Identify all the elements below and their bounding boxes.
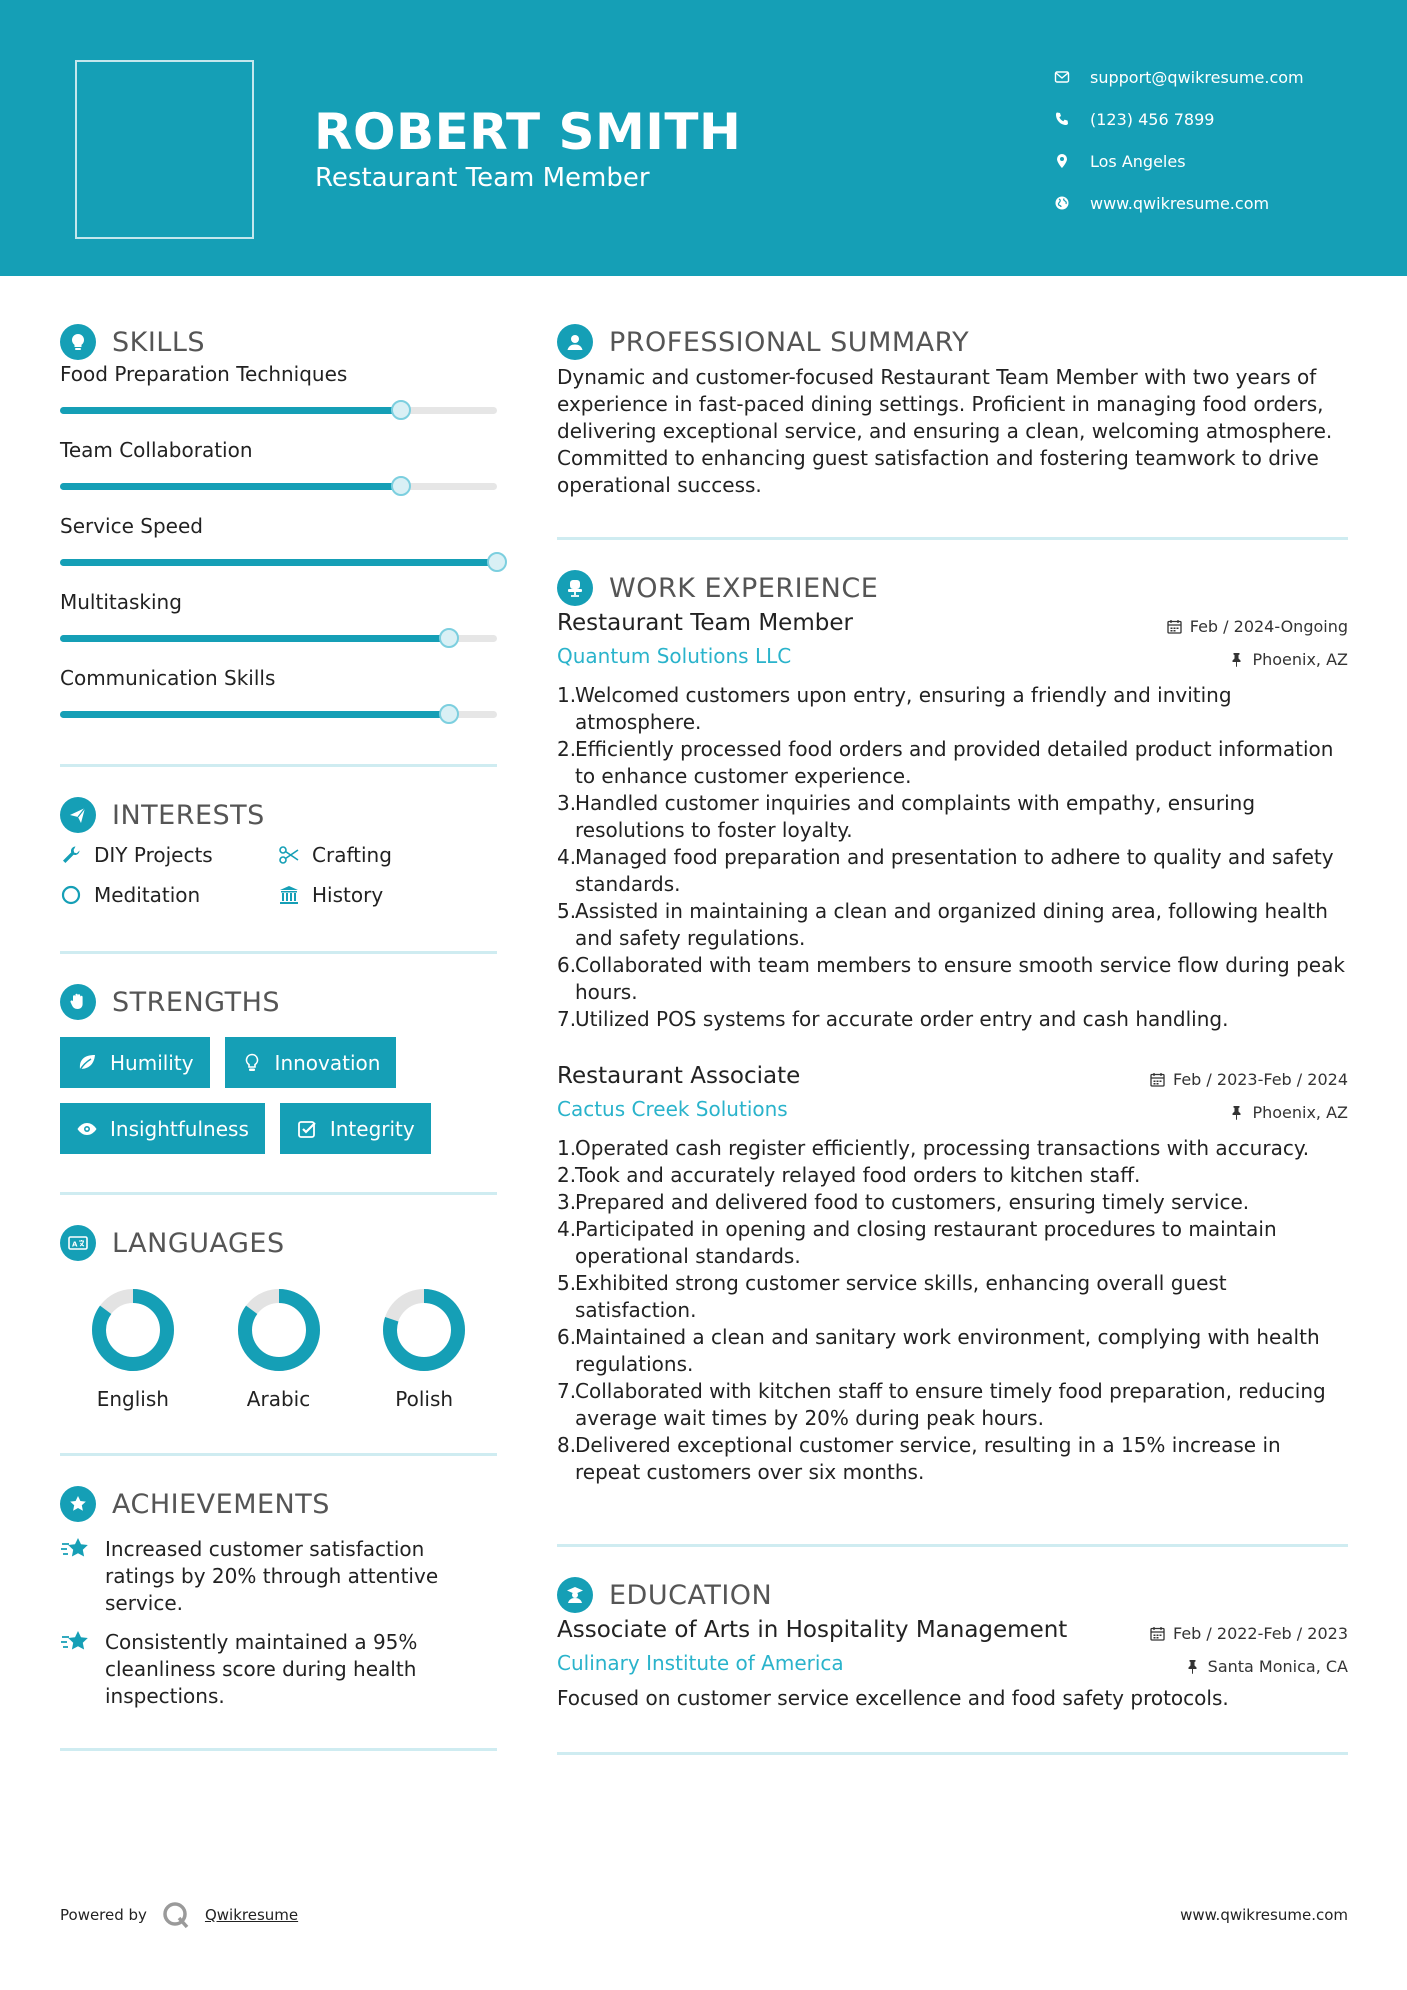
skill-bar-knob bbox=[391, 400, 411, 420]
svg-text:A: A bbox=[72, 1240, 78, 1249]
skill-bar-fill bbox=[60, 407, 401, 414]
right-column bbox=[557, 322, 1348, 1755]
achievements-heading bbox=[60, 1484, 497, 1524]
summary-heading bbox=[557, 322, 1348, 362]
strength-badge bbox=[60, 1103, 265, 1154]
calendar-icon bbox=[1150, 1626, 1165, 1641]
summary-section bbox=[557, 322, 1348, 540]
strengths-heading bbox=[60, 982, 497, 1022]
skills-title: SKILLS bbox=[112, 326, 206, 358]
education-date bbox=[1150, 1624, 1348, 1643]
skill-bar-fill bbox=[60, 559, 497, 566]
language-item bbox=[60, 1287, 206, 1411]
experience-section bbox=[557, 568, 1348, 1547]
language-donut bbox=[236, 1287, 322, 1373]
star-achievement-icon bbox=[60, 1534, 90, 1564]
education-description: Focused on customer service excellence and food safety protocols. bbox=[557, 1686, 1229, 1710]
calendar-icon bbox=[1150, 1072, 1165, 1087]
job-date-text: Feb / 2023-Feb / 2024 bbox=[1173, 1070, 1348, 1089]
skill-bar-knob bbox=[487, 552, 507, 572]
experience-title: WORK EXPERIENCE bbox=[609, 572, 879, 604]
job-date bbox=[1167, 617, 1348, 636]
pushpin-icon bbox=[1185, 1659, 1200, 1674]
experience-heading bbox=[557, 568, 1348, 608]
job-company: Quantum Solutions LLC bbox=[557, 644, 792, 668]
achievement-item bbox=[60, 1536, 497, 1617]
job-location bbox=[1229, 650, 1348, 669]
achievement-item bbox=[60, 1629, 497, 1710]
job-bullet: 5. Exhibited strong customer service skills, enhancing overall guest satisfaction. bbox=[557, 1270, 1348, 1324]
qwikresume-logo-icon bbox=[161, 1900, 191, 1930]
interest-item bbox=[60, 843, 278, 867]
skill-bar bbox=[60, 711, 497, 718]
language-item bbox=[206, 1287, 352, 1411]
strengths-title: STRENGTHS bbox=[112, 986, 281, 1018]
job-bullet-text: Assisted in maintaining a clean and organized dining area, following health and safety regulations. bbox=[575, 899, 1328, 950]
job-entry bbox=[557, 610, 1348, 1033]
job-bullet-text: Welcomed customers upon entry, ensuring a friendly and inviting atmosphere. bbox=[575, 683, 1232, 734]
strengths-list bbox=[60, 1037, 497, 1154]
powered-by-label: Powered by bbox=[60, 1906, 147, 1924]
job-bullet-text: Delivered exceptional customer service, resulting in a 15% increase in repeat customers over six months. bbox=[575, 1433, 1281, 1484]
job-bullet: 2. Took and accurately relayed food orders to kitchen staff. bbox=[557, 1163, 1141, 1187]
job-bullet-text: Prepared and delivered food to customers, ensuring timely service. bbox=[575, 1190, 1250, 1214]
skill-item bbox=[60, 660, 497, 736]
job-bullet-text: Collaborated with kitchen staff to ensure timely food preparation, reducing average wait times by 20% during peak hours. bbox=[575, 1379, 1326, 1430]
job-location-text: Phoenix, AZ bbox=[1252, 1103, 1348, 1122]
interests-section bbox=[60, 795, 497, 954]
education-entry bbox=[557, 1617, 1348, 1712]
job-bullet-text: Maintained a clean and sanitary work environment, complying with health regulations. bbox=[575, 1325, 1320, 1376]
strengths-section bbox=[60, 982, 497, 1195]
achievement-text: Increased customer satisfaction ratings by 20% through attentive service. bbox=[105, 1537, 439, 1615]
job-date bbox=[1150, 1070, 1348, 1089]
job-bullet-text: Utilized POS systems for accurate order entry and cash handling. bbox=[575, 1007, 1229, 1031]
footer-url[interactable]: www.qwikresume.com bbox=[1180, 1906, 1348, 1924]
hand-section-icon bbox=[60, 984, 96, 1020]
resume-header bbox=[0, 0, 1407, 276]
contact-phone[interactable] bbox=[1054, 98, 1304, 140]
interest-item bbox=[278, 883, 496, 907]
star-achievement-icon bbox=[60, 1627, 90, 1657]
job-bullet-text: Managed food preparation and presentation to adhere to quality and safety standards. bbox=[575, 845, 1334, 896]
job-location-text: Phoenix, AZ bbox=[1252, 650, 1348, 669]
job-bullet: 8. Delivered exceptional customer service, resulting in a 15% increase in repeat customers over six months. bbox=[557, 1432, 1348, 1486]
envelope-icon bbox=[1054, 69, 1070, 85]
leaf-icon bbox=[76, 1052, 98, 1074]
lightbulb-icon bbox=[241, 1052, 263, 1074]
interests-title: INTERESTS bbox=[112, 799, 265, 831]
skill-bar bbox=[60, 407, 497, 414]
job-title: Restaurant Associate bbox=[557, 1063, 801, 1089]
job-title: Restaurant Team Member bbox=[557, 610, 853, 636]
skills-list bbox=[60, 356, 497, 736]
job-bullet-text: Collaborated with team members to ensure smooth service flow during peak hours. bbox=[575, 953, 1345, 1004]
interest-label: History bbox=[312, 883, 384, 907]
wrench-icon bbox=[60, 844, 82, 866]
calendar-icon bbox=[1167, 619, 1182, 634]
profile-photo-placeholder bbox=[75, 60, 254, 239]
job-bullet: 1. Operated cash register efficiently, processing transactions with accuracy. bbox=[557, 1136, 1310, 1160]
pushpin-icon bbox=[1229, 1105, 1244, 1120]
job-company: Cactus Creek Solutions bbox=[557, 1097, 788, 1121]
education-school: Culinary Institute of America bbox=[557, 1651, 844, 1675]
achievements-section bbox=[60, 1484, 497, 1751]
section-divider bbox=[557, 537, 1348, 540]
language-label: English bbox=[96, 1387, 169, 1411]
interest-item bbox=[278, 843, 496, 867]
skill-bar-knob bbox=[391, 476, 411, 496]
strength-label: Humility bbox=[110, 1050, 194, 1075]
interest-label: Crafting bbox=[312, 843, 392, 867]
job-bullet-text: Participated in opening and closing restaurant procedures to maintain operational standards. bbox=[575, 1217, 1277, 1268]
skill-bar-knob bbox=[439, 628, 459, 648]
contact-list bbox=[1054, 56, 1304, 224]
contact-email[interactable] bbox=[1054, 56, 1304, 98]
contact-website[interactable] bbox=[1054, 182, 1304, 224]
interest-label: DIY Projects bbox=[94, 843, 213, 867]
skill-label: Communication Skills bbox=[60, 666, 276, 690]
skills-section bbox=[60, 322, 497, 767]
left-column bbox=[60, 322, 497, 1751]
paper-plane-section-icon bbox=[60, 797, 96, 833]
candidate-title: Restaurant Team Member bbox=[315, 163, 650, 193]
language-donut bbox=[90, 1287, 176, 1373]
scissors-icon bbox=[278, 844, 300, 866]
contact-email-text: support@qwikresume.com bbox=[1090, 67, 1304, 87]
achievement-text: Consistently maintained a 95% cleanliness score during health inspections. bbox=[105, 1630, 418, 1708]
strength-label: Insightfulness bbox=[110, 1116, 249, 1141]
skill-bar bbox=[60, 635, 497, 642]
skill-item bbox=[60, 508, 497, 584]
languages-list bbox=[60, 1287, 497, 1411]
interests-list bbox=[60, 843, 497, 907]
pushpin-icon bbox=[1229, 652, 1244, 667]
job-bullet-text: Took and accurately relayed food orders to kitchen staff. bbox=[575, 1163, 1141, 1187]
contact-location-text: Los Angeles bbox=[1090, 151, 1186, 171]
achievements-title: ACHIEVEMENTS bbox=[112, 1488, 330, 1520]
education-location bbox=[1185, 1657, 1348, 1676]
contact-website-text: www.qwikresume.com bbox=[1090, 193, 1270, 213]
skill-bar-fill bbox=[60, 711, 449, 718]
skill-item bbox=[60, 356, 497, 432]
skill-item bbox=[60, 432, 497, 508]
strength-badge bbox=[280, 1103, 431, 1154]
footer-powered-by bbox=[60, 1900, 298, 1930]
languages-section bbox=[60, 1223, 497, 1456]
section-divider bbox=[60, 764, 497, 767]
job-bullet: 1. Welcomed customers upon entry, ensuring a friendly and inviting atmosphere. bbox=[557, 682, 1348, 736]
education-title: EDUCATION bbox=[609, 1579, 773, 1611]
section-divider bbox=[60, 951, 497, 954]
job-bullet-text: Efficiently processed food orders and provided detailed product information to enhance customer experience. bbox=[575, 737, 1334, 788]
languages-heading bbox=[60, 1223, 497, 1263]
job-bullet: 4. Managed food preparation and presentation to adhere to quality and safety standards. bbox=[557, 844, 1348, 898]
section-divider bbox=[60, 1453, 497, 1456]
language-label: Arabic bbox=[246, 1387, 311, 1411]
education-degree: Associate of Arts in Hospitality Management bbox=[557, 1617, 1068, 1643]
achievements-list bbox=[60, 1536, 497, 1710]
eye-icon bbox=[76, 1118, 98, 1140]
skill-bar bbox=[60, 483, 497, 490]
star-badge-section-icon bbox=[60, 1486, 96, 1522]
education-heading bbox=[557, 1575, 1348, 1615]
job-bullet: 7. Utilized POS systems for accurate order entry and cash handling. bbox=[557, 1007, 1229, 1031]
contact-location bbox=[1054, 140, 1304, 182]
job-bullet: 6. Collaborated with team members to ensure smooth service flow during peak hours. bbox=[557, 952, 1348, 1006]
section-divider bbox=[557, 1752, 1348, 1755]
job-bullet: 3. Handled customer inquiries and complaints with empathy, ensuring resolutions to foster loyalty. bbox=[557, 790, 1348, 844]
skill-label: Multitasking bbox=[60, 590, 182, 614]
lightbulb-section-icon bbox=[60, 324, 96, 360]
globe-icon bbox=[1054, 195, 1070, 211]
skill-bar bbox=[60, 559, 497, 566]
skill-item bbox=[60, 584, 497, 660]
skill-label: Food Preparation Techniques bbox=[60, 362, 348, 386]
job-bullets bbox=[557, 1135, 1348, 1486]
education-section bbox=[557, 1575, 1348, 1755]
summary-text: Dynamic and customer-focused Restaurant Team Member with two years of experience in fast-paced dining settings. Proficient in managing food orders, delivering exceptional service, and ensuring a clean, welcoming atmosphere. Committed to enhancing guest satisfaction and fostering teamwork to drive operational success. bbox=[557, 365, 1333, 497]
interest-label: Meditation bbox=[94, 883, 201, 907]
job-bullet: 7. Collaborated with kitchen staff to ensure timely food preparation, reducing average wait times by 20% during peak hours. bbox=[557, 1378, 1348, 1432]
circle-icon bbox=[60, 884, 82, 906]
interests-heading bbox=[60, 795, 497, 835]
contact-phone-text: (123) 456 7899 bbox=[1090, 109, 1215, 129]
job-bullet: 3. Prepared and delivered food to customers, ensuring timely service. bbox=[557, 1190, 1250, 1214]
job-date-text: Feb / 2024-Ongoing bbox=[1189, 617, 1348, 636]
strength-label: Integrity bbox=[329, 1116, 415, 1141]
job-bullet-text: Exhibited strong customer service skills, enhancing overall guest satisfaction. bbox=[575, 1271, 1227, 1322]
language-section-icon bbox=[60, 1225, 96, 1261]
job-bullet: 5. Assisted in maintaining a clean and organized dining area, following health and safety regulations. bbox=[557, 898, 1348, 952]
strength-label: Innovation bbox=[274, 1050, 381, 1075]
museum-icon bbox=[278, 884, 300, 906]
candidate-name: ROBERT SMITH bbox=[314, 103, 742, 161]
language-label: Polish bbox=[395, 1387, 454, 1411]
section-divider bbox=[60, 1748, 497, 1751]
education-date-text: Feb / 2022-Feb / 2023 bbox=[1173, 1624, 1348, 1643]
skill-label: Team Collaboration bbox=[60, 438, 253, 462]
job-bullet: 2. Efficiently processed food orders and provided detailed product information to enhance customer experience. bbox=[557, 736, 1348, 790]
skill-bar-fill bbox=[60, 635, 449, 642]
summary-title: PROFESSIONAL SUMMARY bbox=[609, 326, 970, 358]
skill-label: Service Speed bbox=[60, 514, 203, 538]
section-divider bbox=[557, 1544, 1348, 1547]
languages-title: LANGUAGES bbox=[112, 1227, 285, 1259]
skill-bar-fill bbox=[60, 483, 401, 490]
check-square-icon bbox=[296, 1118, 318, 1140]
graduate-section-icon bbox=[557, 1577, 593, 1613]
education-location-text: Santa Monica, CA bbox=[1207, 1657, 1348, 1676]
job-bullets bbox=[557, 682, 1348, 1033]
job-bullet-text: Operated cash register efficiently, processing transactions with accuracy. bbox=[575, 1136, 1310, 1160]
language-item bbox=[351, 1287, 497, 1411]
phone-icon bbox=[1054, 111, 1070, 127]
interest-item bbox=[60, 883, 278, 907]
chair-section-icon bbox=[557, 570, 593, 606]
job-location bbox=[1229, 1103, 1348, 1122]
job-bullet: 4. Participated in opening and closing restaurant procedures to maintain operational standards. bbox=[557, 1216, 1348, 1270]
map-pin-icon bbox=[1054, 153, 1070, 169]
language-donut bbox=[381, 1287, 467, 1373]
skill-bar-knob bbox=[439, 704, 459, 724]
job-bullet-text: Handled customer inquiries and complaints with empathy, ensuring resolutions to foster loyalty. bbox=[575, 791, 1256, 842]
user-section-icon bbox=[557, 324, 593, 360]
job-bullet: 6. Maintained a clean and sanitary work environment, complying with health regulations. bbox=[557, 1324, 1348, 1378]
strength-badge bbox=[225, 1037, 397, 1088]
strength-badge bbox=[60, 1037, 210, 1088]
footer-brand-link[interactable]: Qwikresume bbox=[204, 1906, 299, 1924]
job-entry bbox=[557, 1063, 1348, 1486]
section-divider bbox=[60, 1192, 497, 1195]
